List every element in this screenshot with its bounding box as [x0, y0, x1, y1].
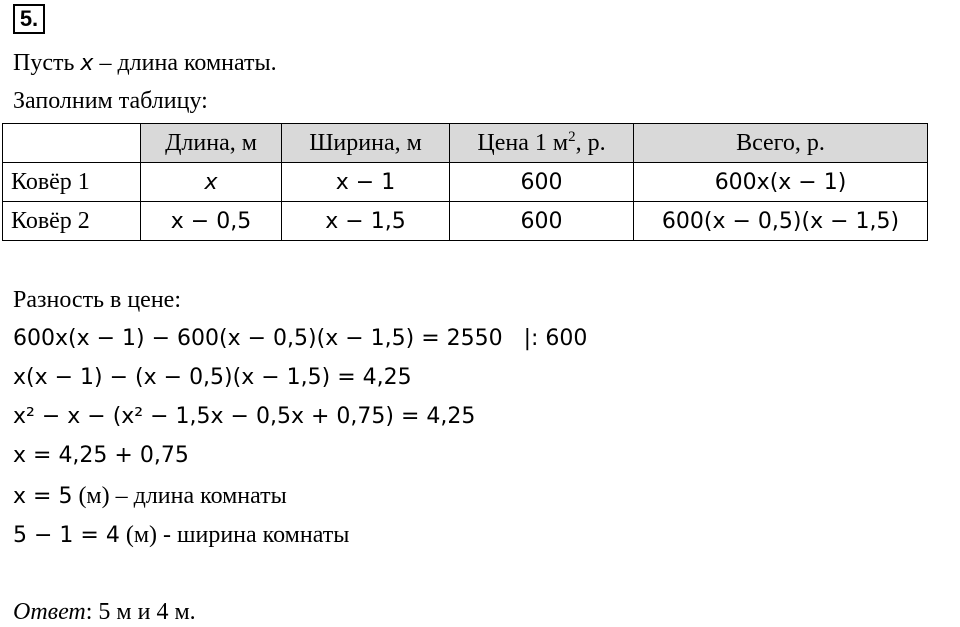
answer-text: : 5 м и 4 м.	[85, 599, 196, 625]
intro-pre: Пусть	[13, 50, 81, 76]
row-label: Ковёр 2	[3, 202, 141, 241]
intro-line	[13, 48, 277, 79]
result-length: x = 5 (м) – длина комнаты	[13, 483, 287, 509]
header-price: Цена 1 $м^2$, р.	[450, 124, 634, 163]
cell-price: 600	[450, 202, 634, 241]
equation-line: 600x(x − 1) − 600(x − 0,5)(x − 1,5) = 2550 |: 600	[13, 326, 588, 351]
table-row	[3, 202, 928, 241]
problem-number: 5.	[13, 4, 45, 34]
result-width: 5 − 1 = 4 (м) - ширина комнаты	[13, 522, 350, 548]
header-total: Всего, р.	[634, 124, 928, 163]
header-empty	[3, 124, 141, 163]
difference-label: Разность в цене:	[13, 287, 181, 313]
cell-length: x − 0,5	[141, 202, 282, 241]
cell-total: 600x(x − 1)	[634, 163, 928, 202]
cell-width: x − 1	[282, 163, 450, 202]
intro-post: – длина комнаты.	[93, 50, 277, 76]
fill-table-label: Заполним таблицу:	[13, 88, 208, 114]
equation-line: x(x − 1) − (x − 0,5)(x − 1,5) = 4,25	[13, 365, 412, 390]
cell-width: x − 1,5	[282, 202, 450, 241]
cell-length: x	[141, 163, 282, 202]
carpet-table	[2, 123, 928, 241]
equation-line: x² − x − (x² − 1,5x − 0,5x + 0,75) = 4,25	[13, 404, 476, 429]
table-header-row	[3, 124, 928, 163]
row-label: Ковёр 1	[3, 163, 141, 202]
header-width: Ширина, м	[282, 124, 450, 163]
cell-total: 600(x − 0,5)(x − 1,5)	[634, 202, 928, 241]
table-row	[3, 163, 928, 202]
intro-var: x	[80, 51, 94, 76]
header-length: Длина, м	[141, 124, 282, 163]
answer-label: Ответ	[13, 599, 86, 625]
cell-price: 600	[450, 163, 634, 202]
equation-line: x = 4,25 + 0,75	[13, 443, 189, 468]
